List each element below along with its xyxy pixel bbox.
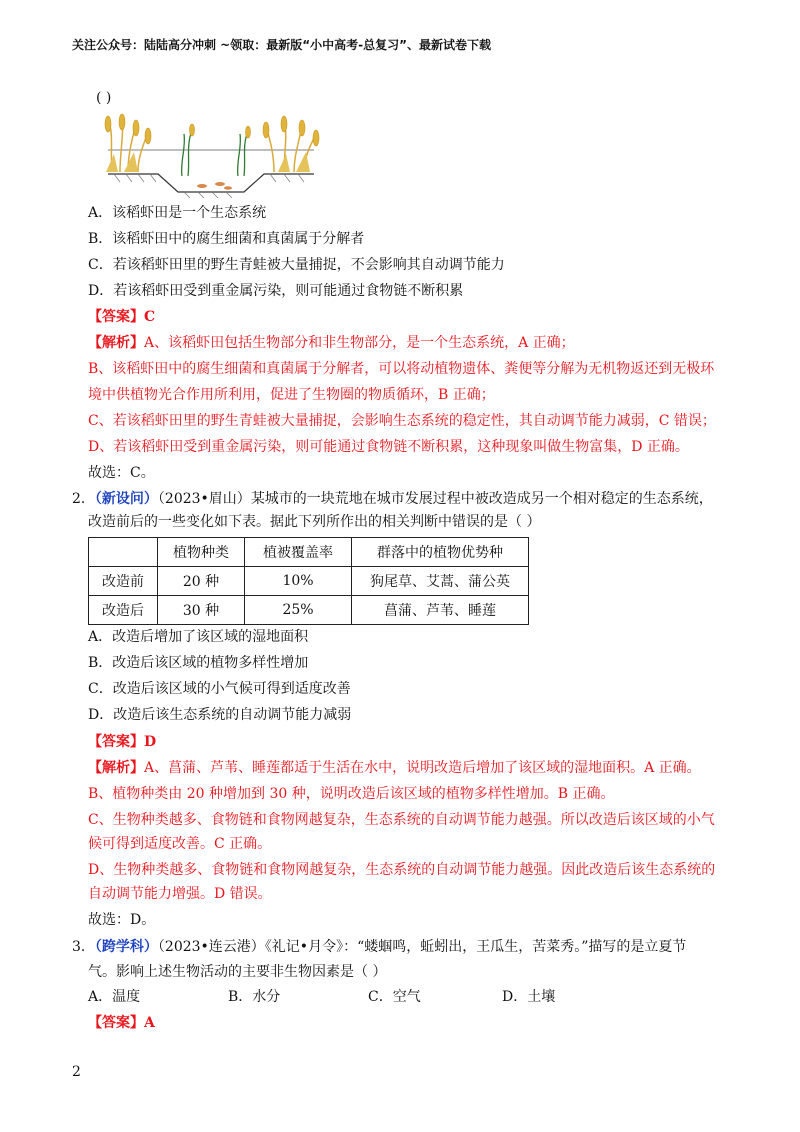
question-source: （2023•眉山） [157, 491, 251, 507]
q2-conclusion: 故选：D。 [88, 912, 156, 928]
q1-option-c: C．若该稻虾田里的野生青蛙被大量捕捉，不会影响其自动调节能力 [88, 257, 505, 273]
answer-value: C [144, 309, 156, 325]
question-tag: （新设问） [94, 491, 158, 507]
q3-stem-line1: 3．（跨学科）（2023•连云港）《礼记•月令》：“蝼蝈鸣，蚯蚓出，王瓜生，苦菜秀。”描写的是立夏节 [72, 939, 687, 955]
q2-option-c: C．改造后该区域的小气候可得到适度改善 [88, 681, 351, 697]
q3-stem-line2: 气。影响上述生物活动的主要非生物因素是（ ） [88, 964, 387, 980]
q1-analysis-d: D、若该稻虾田受到重金属污染，则可能通过食物链不断积累，这种现象叫做生物富集，D 正确。 [88, 439, 689, 455]
q1-conclusion: 故选：C。 [88, 465, 155, 481]
q1-analysis-b: B、该稻虾田中的腐生细菌和真菌属于分解者，可以将动植物遗体、粪便等分解为无机物返还到无极环 [88, 361, 715, 377]
q2-analysis-d2: 自动调节能力增强。D 错误。 [88, 886, 272, 902]
question-number: 3． [72, 939, 95, 955]
q1-analysis-c: C、若该稻虾田里的野生青蛙被大量捕捉，会影响生态系统的稳定性，其自动调节能力减弱，C 错误； [88, 413, 716, 429]
answer-value: A [144, 1015, 155, 1031]
q2-option-a: A．改造后增加了该区域的湿地面积 [88, 629, 309, 645]
q2-answer [88, 732, 156, 752]
comparison-table [88, 537, 529, 625]
answer-value: D [144, 734, 157, 750]
q2-analysis-b: B、植物种类由 20 种增加到 30 种，说明改造后该区域的植物多样性增加。B 正确。 [88, 786, 615, 802]
q3-option-c: C．空气 [368, 989, 421, 1005]
q1-option-d: D．若该稻虾田受到重金属污染，则可能通过食物链不断积累 [88, 283, 464, 299]
q2-stem-line1: 2．（新设问）（2023•眉山）某城市的一块荒地在城市发展过程中被改造成另一个相对稳定的生态系统， [72, 491, 713, 507]
q3-option-b: B．水分 [228, 989, 281, 1005]
answer-label: 【答案】 [88, 1015, 144, 1031]
question-tag: （跨学科） [94, 939, 158, 955]
q3-answer [88, 1013, 155, 1033]
q2-analysis-c2: 候可得到适度改善。C 正确。 [88, 836, 272, 852]
q1-option-a: A．该稻虾田是一个生态系统 [88, 205, 267, 221]
page-header: 关注公众号：陆陆高分冲刺 ~领取：最新版“小中高考-总复习”、最新试卷下载 [72, 38, 491, 52]
table-header-row: 植物种类 植被覆盖率 群落中的植物优势种 [89, 538, 529, 567]
q2-analysis-a: 【解析】A、菖蒲、芦苇、睡莲都适于生活在水中，说明改造后增加了该区域的湿地面积。A 正确。 [88, 760, 701, 776]
answer-blank: ( ) [96, 90, 112, 106]
q1-analysis-b2: 境中供植物光合作用所利用，促进了生物圈的物质循环，B 正确； [88, 387, 495, 403]
question-source: （2023•连云港） [157, 939, 265, 955]
page-number: 2 [72, 1064, 81, 1080]
q2-analysis-c: C、生物种类越多、食物链和食物网越复杂，生态系统的自动调节能力越强。所以改造后该区域的小气 [88, 812, 715, 828]
analysis-label: 【解析】 [88, 760, 144, 776]
rice-shrimp-field-illustration [94, 112, 326, 198]
q1-option-b: B．该稻虾田中的腐生细菌和真菌属于分解者 [88, 231, 365, 247]
answer-label: 【答案】 [88, 309, 144, 325]
q3-option-a: A．温度 [88, 989, 141, 1005]
answer-label: 【答案】 [88, 734, 144, 750]
q3-option-d: D．土壤 [502, 989, 556, 1005]
table-row: 改造前 20 种 10% 狗尾草、艾蒿、蒲公英 [89, 567, 529, 596]
q2-option-b: B．改造后该区域的植物多样性增加 [88, 655, 309, 671]
q1-analysis-a: 【解析】A、该稻虾田包括生物部分和非生物部分，是一个生态系统，A 正确； [88, 335, 575, 351]
table-row: 改造后 30 种 25% 菖蒲、芦苇、睡莲 [89, 596, 529, 625]
q2-option-d: D．改造后该生态系统的自动调节能力减弱 [88, 707, 352, 723]
q2-analysis-d: D、生物种类越多、食物链和食物网越复杂，生态系统的自动调节能力越强。因此改造后该生态系统的 [88, 862, 716, 878]
analysis-label: 【解析】 [88, 335, 144, 351]
q1-answer [88, 307, 155, 327]
q2-stem-line2: 改造前后的一些变化如下表。据此下列所作出的相关判断中错误的是（ ） [88, 514, 541, 530]
question-number: 2． [72, 491, 95, 507]
